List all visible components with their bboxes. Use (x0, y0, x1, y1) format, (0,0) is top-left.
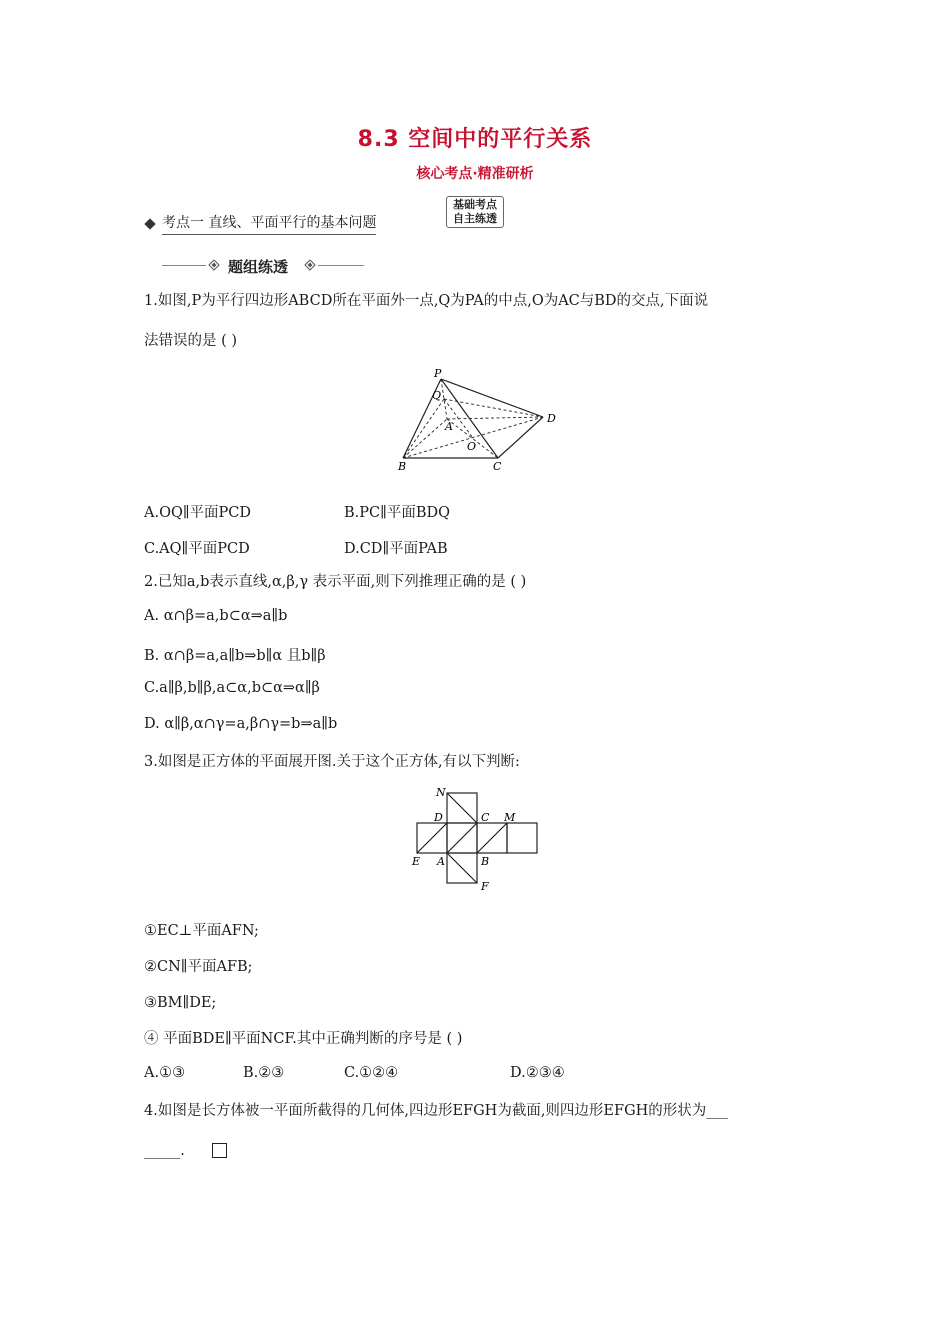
section-badge (446, 196, 504, 228)
q2-option-c: C.a∥β,b∥β,a⊂α,b⊂α⇒α∥β (144, 680, 320, 696)
q1-stem-line-1: 1.如图,P为平行四边形ABCD所在平面外一点,Q为PA的中点,O为AC与BD的交点,下面说 (144, 293, 709, 309)
q3-label-b: B (481, 855, 490, 868)
q3-option-d: D.②③④ (510, 1065, 565, 1081)
q1-option-a: A.OQ∥平面PCD (144, 505, 252, 521)
q1-option-d: D.CD∥平面PAB (344, 541, 448, 557)
q3-judgement-1: ①EC⊥平面AFN; (144, 923, 259, 939)
q1-label-d: D (547, 412, 556, 425)
q2-option-d: D. α∥β,α∩γ=a,β∩γ=b⇒a∥b (144, 716, 338, 732)
badge-line-1: 基础考点 (453, 198, 497, 211)
group-label: 题组练透 (228, 258, 289, 276)
q1-stem-line-2: 法错误的是 ( ) (144, 333, 238, 349)
q1-option-c: C.AQ∥平面PCD (144, 541, 250, 557)
divider-left-diamond-icon (207, 259, 221, 271)
q3-label-m: M (504, 811, 516, 824)
section-label: 考点一 直线、平面平行的基本问题 (162, 212, 376, 235)
q1-label-p: P (434, 367, 442, 380)
diamond-bullet-icon (144, 218, 155, 229)
q1-label-o: O (467, 440, 477, 453)
q4-stem-line-2: _____. (144, 1143, 185, 1159)
q3-judgement-3: ③BM∥DE; (144, 995, 217, 1011)
q3-label-a: A (437, 855, 445, 868)
q3-option-a: A.①③ (144, 1065, 186, 1081)
q1-label-c: C (493, 460, 502, 473)
page-subtitle: 核心考点·精准研析 (416, 166, 534, 182)
q1-pyramid-figure (390, 364, 570, 474)
q1-label-a: A (445, 420, 453, 433)
divider-right-line (318, 265, 364, 266)
q1-option-b: B.PC∥平面BDQ (344, 505, 450, 521)
q2-stem: 2.已知a,b表示直线,α,β,γ 表示平面,则下列推理正确的是 ( ) (144, 574, 527, 590)
q1-label-q: Q (432, 389, 442, 402)
q2-option-a: A. α∩β=a,b⊂α⇒a∥b (144, 608, 288, 624)
q3-option-c: C.①②④ (344, 1065, 399, 1081)
q3-label-n: N (436, 786, 446, 799)
section-heading (144, 212, 376, 235)
q3-label-f: F (481, 880, 489, 893)
q3-stem: 3.如图是正方体的平面展开图.关于这个正方体,有以下判断: (144, 754, 520, 770)
q2-option-b: B. α∩β=a,a∥b⇒b∥α 且b∥β (144, 648, 326, 664)
q3-label-c: C (481, 811, 490, 824)
divider-right-diamond-icon (303, 259, 317, 271)
page-title: 8.3 空间中的平行关系 (357, 127, 593, 152)
q3-judgement-2: ②CN∥平面AFB; (144, 959, 253, 975)
divider-left-line (162, 265, 206, 266)
q4-stem-line-1: 4.如图是长方体被一平面所截得的几何体,四边形EFGH为截面,则四边形EFGH的形状为___ (144, 1103, 729, 1119)
q3-judgement-4: ④ 平面BDE∥平面NCF.其中正确判断的序号是 ( ) (144, 1031, 463, 1047)
q3-label-d: D (434, 811, 443, 824)
badge-line-2: 自主练透 (453, 212, 497, 225)
q3-cube-net-figure (405, 784, 545, 894)
q1-label-b: B (398, 460, 407, 473)
answer-checkbox[interactable] (212, 1143, 227, 1158)
q3-label-e: E (412, 855, 421, 868)
q3-option-b: B.②③ (243, 1065, 285, 1081)
